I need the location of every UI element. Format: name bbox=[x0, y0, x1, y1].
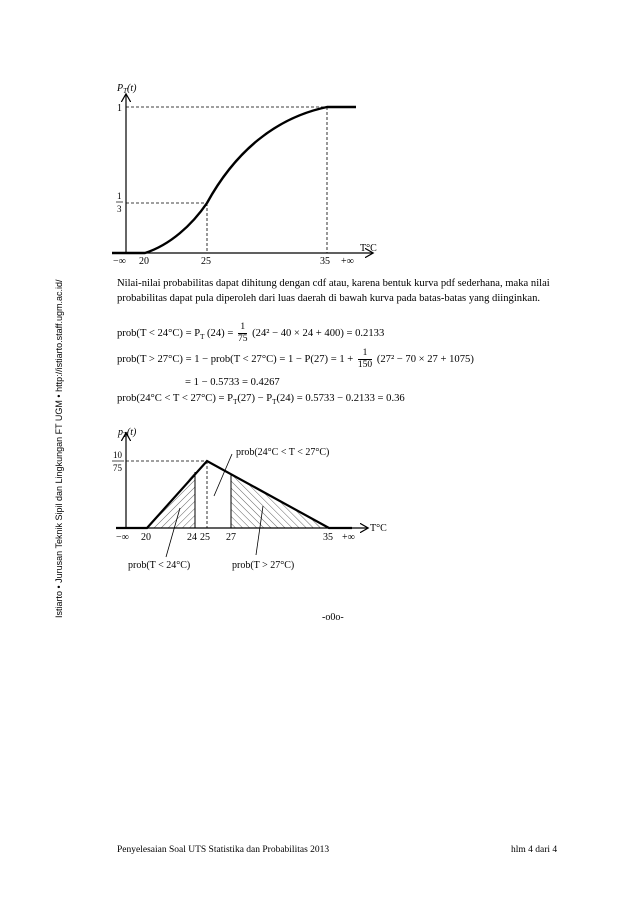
cdf-x-tick-pos-inf: +∞ bbox=[341, 256, 354, 267]
footer-page-number: hlm 4 dari 4 bbox=[511, 845, 558, 855]
label-prob-less-24: prob(T < 24°C) bbox=[128, 560, 191, 571]
pdf-y-tick-den: 75 bbox=[113, 463, 122, 473]
cdf-x-tick-35: 35 bbox=[320, 256, 330, 267]
pdf-x-tick-neg-inf: −∞ bbox=[116, 532, 129, 543]
footer-title: Penyelesaian Soal UTS Statistika dan Probabilitas 2013 bbox=[117, 845, 330, 855]
cdf-curve bbox=[112, 107, 356, 253]
pdf-x-tick-24: 24 bbox=[187, 532, 197, 543]
sidebar-author-url: Istiarto • Jurusan Teknik Sipil dan Lingkungan FT UGM • http://istiarto.staff.ugm.ac.id/ bbox=[54, 279, 64, 618]
pdf-x-tick-27: 27 bbox=[226, 532, 236, 543]
cdf-y-tick-third-num: 1 bbox=[117, 191, 122, 201]
pdf-chart bbox=[0, 420, 638, 600]
end-mark: -o0o- bbox=[322, 612, 344, 623]
equation-prob-greater-27: prob(T > 27°C) = 1 − prob(T < 27°C) = 1 − P(27) = 1 + $\frac{1}{150}$ (27² − 70 × 27 + 1075) bbox=[117, 348, 474, 370]
cdf-x-tick-neg-inf: −∞ bbox=[113, 256, 126, 267]
pdf-x-label: T°C bbox=[370, 523, 387, 534]
pdf-y-tick-num: 10 bbox=[113, 450, 122, 460]
cdf-x-tick-20: 20 bbox=[139, 256, 149, 267]
explanation-paragraph: Nilai-nilai probabilitas dapat dihitung dengan cdf atau, karena bentuk kurva pdf sederhana, maka nilai probabilitas dapat pula diperoleh dari luas daerah di bawah kurva pada batas-batas yang diinginkan. bbox=[117, 278, 550, 304]
equation-prob-greater-27-result: = 1 − 0.5733 = 0.4267 bbox=[185, 377, 280, 388]
cdf-x-tick-25: 25 bbox=[201, 256, 211, 267]
label-prob-between: prob(24°C < T < 27°C) bbox=[236, 447, 330, 458]
equation-prob-between: prob(24°C < $T < 27^\circ C) = P_T(27) - P_T(24) = 0.5733 - 0.2133 = 0.36$ bbox=[117, 393, 405, 407]
cdf-y-tick-third-den: 3 bbox=[117, 204, 122, 214]
cdf-chart bbox=[0, 0, 638, 275]
pdf-x-tick-pos-inf: +∞ bbox=[342, 532, 355, 543]
pdf-x-tick-20: 20 bbox=[141, 532, 151, 543]
pdf-x-tick-35: 35 bbox=[323, 532, 333, 543]
cdf-y-tick-1: 1 bbox=[117, 103, 122, 114]
label-prob-greater-27: prob(T > 27°C) bbox=[232, 560, 295, 571]
equation-prob-less-24: prob(T < $24^\circ C) = P_T$ (24) = $\frac{1}{75}$ (24² − 40 × 24 + 400) = 0.2133 bbox=[117, 322, 385, 344]
cdf-x-label: T°C bbox=[360, 243, 377, 254]
pointer-middle bbox=[214, 454, 232, 496]
pdf-y-label: $p_T(t)$ bbox=[118, 427, 137, 439]
pdf-x-tick-25: 25 bbox=[200, 532, 210, 543]
cdf-y-label: $P_T(t)$ bbox=[117, 83, 137, 95]
